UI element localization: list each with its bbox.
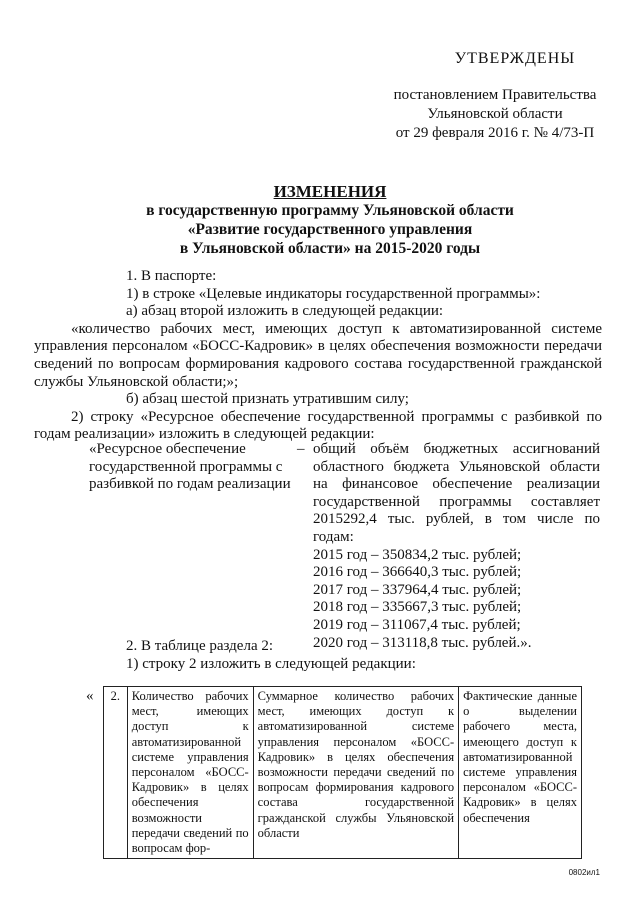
year-line: 2020 год – 313118,8 тыс. рублей.». xyxy=(313,634,532,651)
heading-title: ИЗМЕНЕНИЯ xyxy=(273,182,387,201)
resource-total xyxy=(297,441,600,547)
paragraph-resource-row: 2) строку «Ресурсное обеспечение государственной программы с разбивкой по годам реализации» изложить в следующей редакции: xyxy=(34,408,602,443)
paragraph-new-wording: «количество рабочих мест, имеющих доступ к автоматизированной системе управления персоналом «БОСС-Кадровик» в целях обеспечения возможности передачи сведений по вопросам формирования кадрового состава государственной гражданской службы Ульяновской области;»; xyxy=(34,320,602,390)
paragraph-abzac-6: б) абзац шестой признать утратившим силу; xyxy=(126,391,409,408)
approval-line-3: от 29 февраля 2016 г. № 4/73-П xyxy=(395,125,595,141)
paragraph-abzac-2: а) абзац второй изложить в следующей редакции: xyxy=(126,303,444,320)
approval-line-2: Ульяновской области xyxy=(427,106,563,122)
approval-line-1: постановлением Правительства xyxy=(393,87,597,103)
year-line: 2016 год – 366640,3 тыс. рублей; xyxy=(313,564,522,581)
body-text xyxy=(34,268,602,444)
section-2-text xyxy=(89,638,602,673)
indicator-description-cell: Суммарное количество рабочих мест, имеющих доступ к автоматизированной системе управления персоналом «БОСС-Кадровик» в целях обеспечения возможности передачи сведений по вопросам формирования кадрового состава государственной гражданской службы Ульяновской области xyxy=(253,687,458,859)
approval-title: УТВЕРЖДЕНЫ xyxy=(454,50,576,67)
resource-right-cell xyxy=(297,441,600,652)
resource-left-cell: «Ресурсное обеспечение государственной программы с разбивкой по годам реализации xyxy=(89,441,291,493)
paragraph-indicators: 1) в строке «Целевые индикаторы государственной программы»: xyxy=(126,285,541,302)
paragraph-passport: 1. В паспорте: xyxy=(126,268,217,284)
resource-dash: – xyxy=(297,441,305,457)
year-line: 2019 год – 311067,4 тыс. рублей; xyxy=(313,616,521,633)
page-footer-code: 0802ил1 xyxy=(568,868,600,877)
paragraph-table-section: 2. В таблице раздела 2: xyxy=(126,638,274,654)
year-line: 2015 год – 350834,2 тыс. рублей; xyxy=(313,546,522,563)
heading-line-3: в Ульяновской области» на 2015-2020 годы xyxy=(179,240,481,257)
document-heading xyxy=(60,182,600,258)
year-line: 2017 год – 337964,4 тыс. рублей; xyxy=(313,581,522,598)
indicator-name-cell: Количество рабочих мест, имеющих доступ к автоматизированной системе управления персоналом «БОСС-Кадровик» в целях обеспечения возможности передачи сведений по вопросам фор- xyxy=(127,687,253,859)
approval-block xyxy=(370,50,620,143)
row-number: 2. xyxy=(104,687,128,859)
paragraph-row-2: 1) строку 2 изложить в следующей редакции: xyxy=(126,655,416,672)
resource-years xyxy=(313,547,600,653)
heading-line-2: «Развитие государственного управления xyxy=(187,221,473,238)
resource-total-text: общий объём бюджетных ассигнований областного бюджета Ульяновской области на финансовое обеспечение реализации государственной программы составляет 2015292,4 тыс. рублей, в том числе по годам: xyxy=(313,441,600,545)
table-row xyxy=(104,687,582,859)
heading-line-1: в государственную программу Ульяновской области xyxy=(146,202,514,219)
changes-table xyxy=(103,686,582,859)
data-source-cell: Фактические данные о выделении рабочего места, имеющего доступ к автоматизированной системе управления персоналом «БОСС-Кадровик» в целях обеспечения xyxy=(459,687,582,859)
year-line: 2018 год – 335667,3 тыс. рублей; xyxy=(313,599,522,616)
opening-quote: « xyxy=(86,688,94,704)
